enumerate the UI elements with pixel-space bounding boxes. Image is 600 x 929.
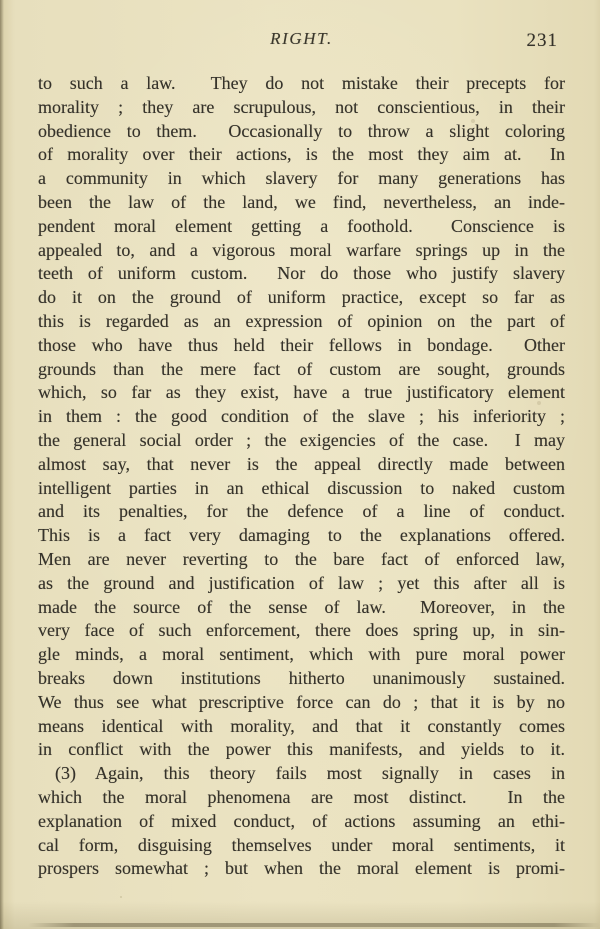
text-line: breaks down institutions hitherto unanimously sustained. bbox=[38, 667, 565, 688]
text-line: almost say, that never is the appeal directly made between bbox=[38, 453, 565, 474]
page-number: 231 bbox=[526, 30, 558, 51]
text-line: to such a law. They do not mistake their precepts for bbox=[38, 73, 565, 93]
text-line: been the law of the land, we find, nevertheless, an inde- bbox=[38, 191, 565, 212]
text-line: and its penalties, for the defence of a line of conduct. bbox=[38, 501, 565, 522]
text-line: This is a fact very damaging to the explanations offered. bbox=[38, 525, 565, 546]
text-line: pendent moral element getting a foothold. Conscience is bbox=[38, 215, 565, 236]
text-line: which, so far as they exist, have a true justificatory element bbox=[38, 382, 565, 403]
text-line: morality ; they are scrupulous, not conscientious, in their bbox=[38, 96, 565, 117]
text-line: teeth of uniform custom. Nor do those who justify slavery bbox=[38, 263, 565, 284]
text-line: (3) Again, this theory fails most signally in cases in bbox=[55, 763, 565, 784]
text-line: explanation of mixed conduct, of actions assuming an ethi- bbox=[38, 810, 565, 831]
text-line: the general social order ; the exigencies of the case. I may bbox=[38, 429, 565, 450]
text-line: in them : the good condition of the slave ; his inferiority ; bbox=[38, 406, 565, 427]
text-line: appealed to, and a vigorous moral warfare springs up in the bbox=[38, 239, 565, 260]
text-line: very face of such enforcement, there does spring up, in sin- bbox=[38, 620, 565, 641]
text-line: Men are never reverting to the bare fact of enforced law, bbox=[38, 548, 565, 569]
text-line: those who have thus held their fellows in bondage. Other bbox=[38, 334, 565, 355]
text-line: We thus see what prescriptive force can do ; that it is by no bbox=[38, 691, 565, 712]
text-line: grounds than the mere fact of custom are sought, grounds bbox=[38, 358, 565, 379]
text-line: as the ground and justification of law ; yet this after all is bbox=[38, 572, 565, 593]
text-lines bbox=[38, 72, 565, 881]
text-line: made the source of the sense of law. Moreover, in the bbox=[38, 596, 565, 617]
text-line: this is regarded as an expression of opinion on the part of bbox=[38, 310, 565, 331]
text-line: prospers somewhat ; but when the moral element is promi- bbox=[38, 858, 565, 879]
text-line: obedience to them. Occasionally to throw a slight coloring bbox=[38, 120, 565, 141]
text-line: means identical with morality, and that it constantly comes bbox=[38, 715, 565, 736]
text-line: which the moral phenomena are most distinct. In the bbox=[38, 786, 565, 807]
text-line: do it on the ground of uniform practice, except so far as bbox=[38, 287, 565, 308]
paper-speckles bbox=[0, 0, 2, 2]
text-line: a community in which slavery for many generations has bbox=[38, 168, 565, 189]
text-line: in conflict with the power this manifests, and yields to it. bbox=[38, 739, 565, 760]
scan-bottom-edge-shadow bbox=[28, 923, 600, 927]
text-line: of morality over their actions, is the most they aim at. In bbox=[38, 144, 565, 165]
text-line: gle minds, a moral sentiment, which with pure moral power bbox=[38, 644, 565, 665]
running-title: RIGHT. bbox=[270, 29, 333, 48]
scan-left-edge-shadow bbox=[0, 0, 4, 929]
text-line: intelligent parties in an ethical discussion to naked custom bbox=[38, 477, 565, 498]
text-line: cal form, disguising themselves under moral sentiments, it bbox=[38, 834, 565, 855]
page-header bbox=[38, 29, 565, 51]
